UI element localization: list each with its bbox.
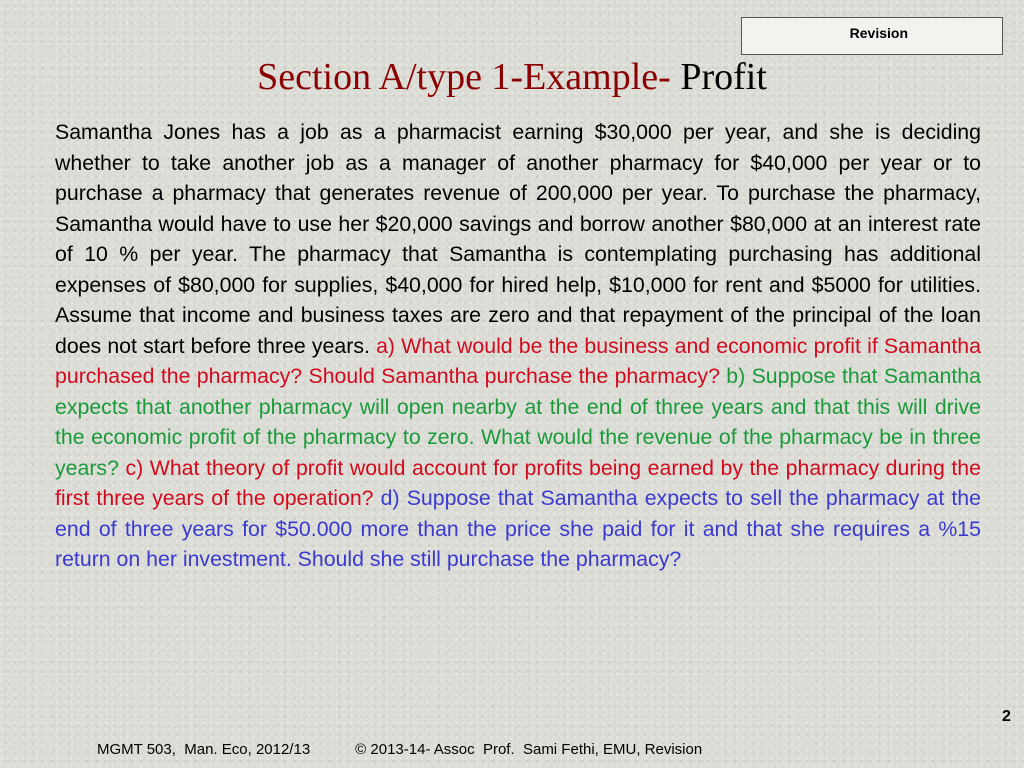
question-b: b) Suppose that Samantha expects that another pharmacy will open nearby at the end of three years and that this will drive the economic profit of the pharmacy to zero. What would the revenue of the pharmacy be in three years? xyxy=(55,364,981,480)
title-main: Section A/type 1-Example- xyxy=(257,56,671,98)
footer-course: MGMT 503, Man. Eco, 2012/13 xyxy=(97,741,311,758)
question-c: c) What theory of profit would account for profits being earned by the pharmacy during the first three years of the operation? xyxy=(55,455,981,510)
slide-title xyxy=(0,55,1024,101)
page-number: 2 xyxy=(1002,708,1011,725)
question-a: a) What would be the business and economic profit if Samantha purchased the pharmacy? Should Samantha purchase the pharmacy? xyxy=(55,333,981,388)
question-d: d) Suppose that Samantha expects to sell the pharmacy at the end of three years for $50.000 more than the price she paid for it and that she requires a %15 return on her investment. Should she still purchase the pharmacy? xyxy=(55,486,981,571)
problem-intro: Samantha Jones has a job as a pharmacist earning $30,000 per year, and she is deciding whether to take another job as a manager of another pharmacy for $40,000 per year or to purchase a pharmacy that generates revenue of 200,000 per year. To purchase the pharmacy, Samantha would have to use her $20,000 savings and borrow another $80,000 at an interest rate of 10 % per year. The pharmacy that Samantha is contemplating purchasing has additional expenses of $80,000 for supplies, $40,000 for hired help, $10,000 for rent and $5000 for utilities. Assume that income and business taxes are zero and that repayment of the principal of the loan does not start before three years. xyxy=(55,120,981,358)
problem-text xyxy=(55,117,981,575)
revision-box xyxy=(741,17,1003,55)
footer-copyright: © 2013-14- Assoc Prof. Sami Fethi, EMU, Revision xyxy=(355,741,703,758)
footer xyxy=(97,741,702,758)
title-sub: Profit xyxy=(670,56,767,98)
revision-label: Revision xyxy=(849,25,908,41)
